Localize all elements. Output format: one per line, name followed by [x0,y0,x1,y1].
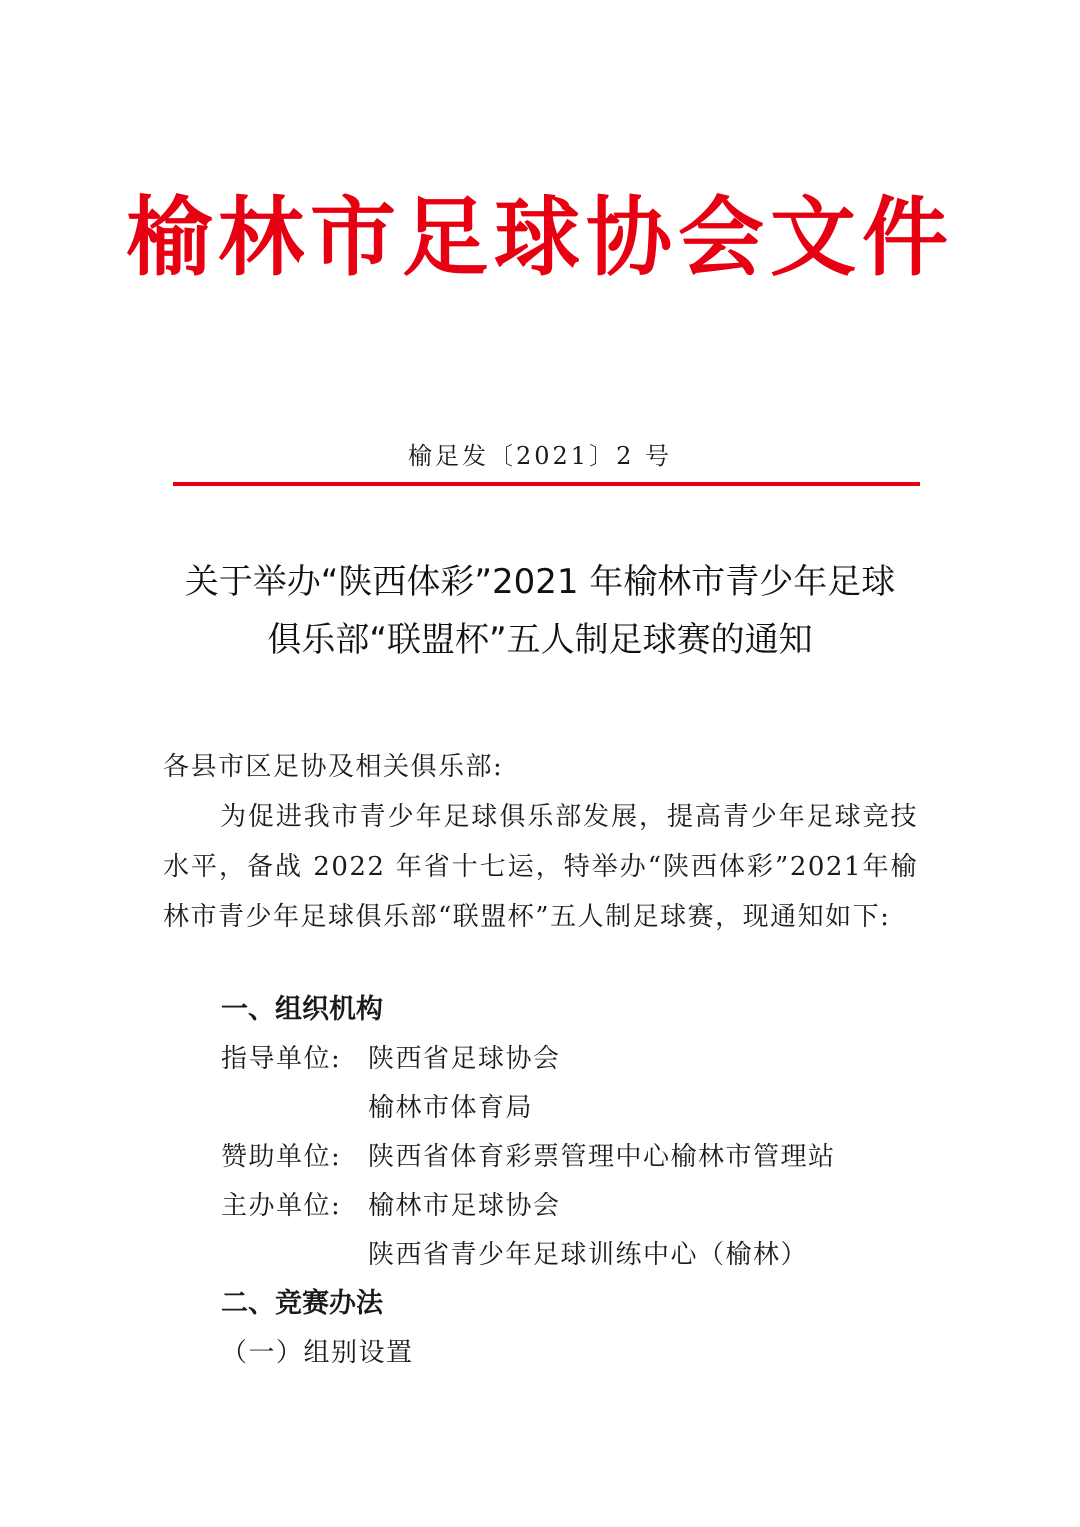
subsection-group-setting: （一）组别设置 [221,1338,414,1368]
section-heading-competition: 二、竞赛办法 [221,1288,383,1319]
host-unit-row [221,1181,561,1231]
guide-unit-label: 指导单位: [221,1044,342,1074]
notice-title-line-1: 关于举办“陕西体彩”2021 年榆林市青少年足球 [184,562,896,602]
guide-unit-value-2: 榆林市体育局 [368,1093,534,1123]
sponsor-unit-value: 陕西省体育彩票管理中心榆林市管理站 [368,1142,836,1172]
masthead-title: 榆林市足球协会文件 [126,187,954,288]
document-number: 榆足发〔2021〕2 号 [408,442,672,470]
notice-title-line-2: 俱乐部“联盟杯”五人制足球赛的通知 [267,620,813,660]
notice-title [150,553,930,669]
section-heading-organization: 一、组织机构 [221,994,383,1025]
host-unit-value-2: 陕西省青少年足球训练中心（榆林） [368,1240,809,1270]
red-divider-line [173,482,920,486]
guide-unit-row [221,1034,561,1084]
salutation: 各县市区足协及相关俱乐部: [163,752,504,782]
host-unit-value-1: 榆林市足球协会 [368,1191,561,1221]
guide-unit-value-1: 陕西省足球协会 [368,1044,561,1074]
sponsor-unit-row [221,1132,836,1182]
sponsor-unit-label: 赞助单位: [221,1142,342,1172]
host-unit-label: 主办单位: [221,1191,342,1221]
intro-paragraph: 为促进我市青少年足球俱乐部发展，提高青少年足球竞技水平，备战 2022 年省十七运，特举办“陕西体彩”2021年榆林市青少年足球俱乐部“联盟杯”五人制足球赛，现通知如下: [163,802,918,932]
